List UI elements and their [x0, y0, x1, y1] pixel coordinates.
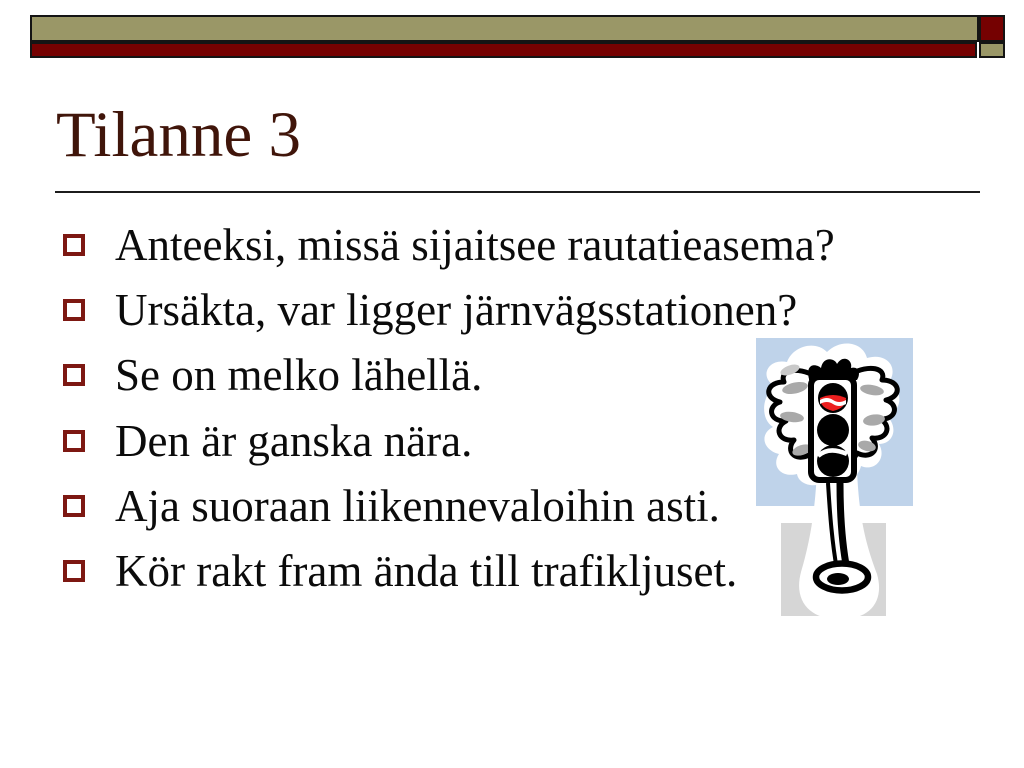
list-item-text: Aja suoraan liikennevaloihin asti.	[115, 480, 720, 531]
page-title: Tilanne 3	[56, 99, 301, 171]
square-bullet-icon	[63, 495, 85, 517]
title-underline	[55, 191, 980, 193]
traffic-light-image	[745, 330, 1024, 630]
square-bullet-icon	[63, 560, 85, 582]
list-item	[63, 277, 835, 342]
header-olive-square	[979, 42, 1005, 58]
list-item	[63, 408, 835, 473]
list-item	[63, 473, 835, 538]
header-maroon-bar	[30, 42, 977, 58]
square-bullet-icon	[63, 364, 85, 386]
square-bullet-icon	[63, 430, 85, 452]
list-item	[63, 343, 835, 408]
list-item-text: Se on melko lähellä.	[115, 350, 483, 401]
header-maroon-square	[979, 15, 1005, 42]
list-item-text: Ursäkta, var ligger järnvägsstationen?	[115, 284, 798, 335]
square-bullet-icon	[63, 299, 85, 321]
list-item-text: Anteeksi, missä sijaitsee rautatieasema?	[115, 219, 835, 270]
list-item	[63, 538, 835, 603]
bullet-list	[63, 212, 835, 604]
list-item-text: Den är ganska nära.	[115, 415, 473, 466]
header-olive-bar	[30, 15, 979, 42]
list-item-text: Kör rakt fram ända till trafikljuset.	[115, 546, 738, 597]
square-bullet-icon	[63, 234, 85, 256]
list-item	[63, 212, 835, 277]
